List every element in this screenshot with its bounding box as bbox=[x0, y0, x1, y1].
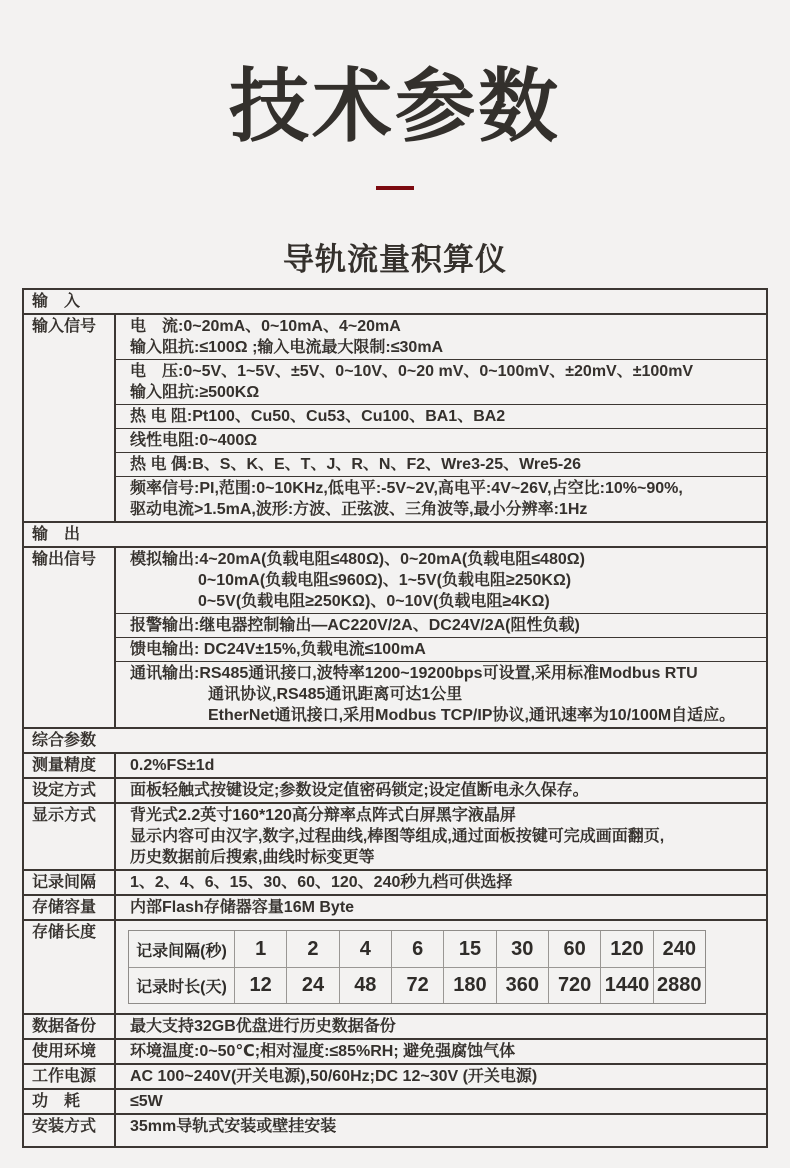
storage-duration-row bbox=[129, 967, 705, 1003]
spec-line: ≤5W bbox=[130, 1093, 163, 1110]
storage-interval-row bbox=[129, 931, 705, 967]
row-data-backup bbox=[24, 1013, 766, 1038]
spec-line: 0.2%FS±1d bbox=[130, 757, 215, 774]
storage-interval-cell: 6 bbox=[392, 931, 444, 967]
subrow-feed-output bbox=[116, 637, 766, 661]
row-value-input-signal bbox=[116, 315, 766, 521]
row-storage-capacity bbox=[24, 894, 766, 919]
spec-line: 输入阻抗:≥500KΩ bbox=[130, 384, 260, 401]
storage-duration-cell: 2880 bbox=[654, 967, 705, 1003]
row-label: 工作电源 bbox=[24, 1065, 116, 1088]
row-label: 存储容量 bbox=[24, 896, 116, 919]
row-storage-length bbox=[24, 919, 766, 1013]
subrow-rtd bbox=[116, 404, 766, 428]
storage-interval-cell: 15 bbox=[444, 931, 496, 967]
storage-duration-cell: 24 bbox=[287, 967, 339, 1003]
product-subtitle: 导轨流量积算仪 bbox=[283, 242, 507, 277]
row-environment bbox=[24, 1038, 766, 1063]
spec-line: 热 电 偶:B、S、K、E、T、J、R、N、F2、Wre3-25、Wre5-26 bbox=[130, 456, 582, 473]
row-measure-accuracy bbox=[24, 752, 766, 777]
subrow-alarm-output bbox=[116, 613, 766, 637]
subrow-current bbox=[116, 315, 766, 359]
subrow-thermocouple bbox=[116, 452, 766, 476]
row-label: 记录间隔 bbox=[24, 871, 116, 894]
spec-line: EtherNet通讯接口,采用Modbus TCP/IP协议,通讯速率为10/100M自适应。 bbox=[208, 707, 736, 724]
storage-duration-cell: 360 bbox=[497, 967, 549, 1003]
spec-line: 环境温度:0~50℃;相对湿度:≤85%RH; 避免强腐蚀气体 bbox=[130, 1043, 516, 1060]
storage-duration-cell: 180 bbox=[444, 967, 496, 1003]
storage-duration-cell: 48 bbox=[340, 967, 392, 1003]
storage-duration-cell: 720 bbox=[549, 967, 601, 1003]
spec-line: 0~10mA(负载电阻≤960Ω)、1~5V(负载电阻≥250KΩ) bbox=[198, 572, 572, 589]
storage-duration-cell: 72 bbox=[392, 967, 444, 1003]
row-value-output-signal bbox=[116, 548, 766, 727]
row-label: 功 耗 bbox=[24, 1090, 116, 1113]
subrow-comm-output bbox=[116, 661, 766, 727]
row-label: 设定方式 bbox=[24, 779, 116, 802]
row-label: 显示方式 bbox=[24, 804, 116, 869]
section-header-input bbox=[24, 290, 766, 313]
row-output-signal bbox=[24, 546, 766, 727]
spec-line: 背光式2.2英寸160*120高分辩率点阵式白屏黑字液晶屏 bbox=[130, 807, 516, 824]
subrow-linear-resistance bbox=[116, 428, 766, 452]
page-title: 技术参数 bbox=[229, 62, 561, 151]
row-label: 使用环境 bbox=[24, 1040, 116, 1063]
spec-line: 最大支持32GB优盘进行历史数据备份 bbox=[130, 1018, 396, 1035]
storage-table bbox=[128, 930, 706, 1004]
row-record-interval bbox=[24, 869, 766, 894]
section-header-general-label: 综合参数 bbox=[32, 732, 97, 749]
row-label: 数据备份 bbox=[24, 1015, 116, 1038]
spec-line: 内部Flash存储器容量16M Byte bbox=[130, 899, 355, 916]
spec-line: 电 流:0~20mA、0~10mA、4~20mA bbox=[130, 318, 401, 335]
subrow-analog-output bbox=[116, 548, 766, 613]
section-header-output-label: 输 出 bbox=[32, 526, 81, 543]
spec-line: 电 压:0~5V、1~5V、±5V、0~10V、0~20 mV、0~100mV、±20mV、±100mV bbox=[130, 363, 694, 380]
row-label-input-signal: 输入信号 bbox=[24, 315, 116, 521]
spec-line: 通讯输出:RS485通讯接口,波特率1200~19200bps可设置,采用标准Modbus RTU bbox=[130, 665, 698, 682]
spec-line: 输入阻抗:≤100Ω ;输入电流最大限制:≤30mA bbox=[130, 339, 444, 356]
spec-line: 馈电输出: DC24V±15%,负载电流≤100mA bbox=[130, 641, 426, 658]
spec-line: 频率信号:PI,范围:0~10KHz,低电平:-5V~2V,高电平:4V~26V,占空比:10%~90%, bbox=[130, 480, 683, 497]
storage-interval-header-cell: 记录间隔(秒) bbox=[129, 931, 235, 967]
row-input-signal bbox=[24, 313, 766, 521]
spec-line: 驱动电流>1.5mA,波形:方波、正弦波、三角波等,最小分辨率:1Hz bbox=[130, 501, 588, 518]
spec-line: 0~5V(负载电阻≥250KΩ)、0~10V(负载电阻≥4KΩ) bbox=[198, 593, 550, 610]
spec-line: 热 电 阻:Pt100、Cu50、Cu53、Cu100、BA1、BA2 bbox=[130, 408, 506, 425]
row-label: 安装方式 bbox=[24, 1115, 116, 1146]
storage-duration-cell: 1440 bbox=[601, 967, 653, 1003]
section-header-input-label: 输 入 bbox=[32, 293, 81, 310]
storage-duration-cell: 12 bbox=[235, 967, 287, 1003]
row-label-storage-length: 存储长度 bbox=[24, 921, 116, 1013]
row-installation bbox=[24, 1113, 766, 1146]
spec-table bbox=[22, 288, 768, 1148]
storage-duration-header-cell: 记录时长(天) bbox=[129, 967, 235, 1003]
storage-interval-cell: 240 bbox=[662, 937, 696, 960]
title-accent-dash bbox=[376, 186, 414, 190]
spec-line: AC 100~240V(开关电源),50/60Hz;DC 12~30V (开关电源) bbox=[130, 1068, 538, 1085]
spec-line: 报警输出:继电器控制输出—AC220V/2A、DC24V/2A(阻性负载) bbox=[130, 617, 580, 634]
spec-line: 显示内容可由汉字,数字,过程曲线,棒图等组成,通过面板按键可完成画面翻页, bbox=[130, 828, 665, 845]
spec-line: 历史数据前后搜索,曲线时标变更等 bbox=[130, 849, 375, 866]
storage-interval-cell: 60 bbox=[549, 931, 601, 967]
spec-line: 35mm导轨式安装或壁挂安装 bbox=[130, 1118, 337, 1135]
section-header-general bbox=[24, 727, 766, 752]
storage-interval-cell: 4 bbox=[340, 931, 392, 967]
storage-interval-cell: 1 bbox=[235, 931, 287, 967]
subrow-voltage bbox=[116, 359, 766, 404]
row-display-method bbox=[24, 802, 766, 869]
row-power-supply bbox=[24, 1063, 766, 1088]
row-label-output-signal: 输出信号 bbox=[24, 548, 116, 727]
row-setting-method bbox=[24, 777, 766, 802]
storage-table-wrapper bbox=[116, 921, 766, 1013]
storage-interval-cell: 30 bbox=[497, 931, 549, 967]
spec-line: 模拟输出:4~20mA(负载电阻≤480Ω)、0~20mA(负载电阻≤480Ω) bbox=[130, 551, 585, 568]
storage-interval-cell: 120 bbox=[601, 931, 653, 967]
subrow-frequency bbox=[116, 476, 766, 521]
row-label: 测量精度 bbox=[24, 754, 116, 777]
spec-line: 线性电阻:0~400Ω bbox=[130, 432, 258, 449]
section-header-output bbox=[24, 521, 766, 546]
storage-interval-cell: 2 bbox=[287, 931, 339, 967]
spec-line: 1、2、4、6、15、30、60、120、240秒九档可供选择 bbox=[130, 874, 513, 891]
row-power-consumption bbox=[24, 1088, 766, 1113]
spec-line: 通讯协议,RS485通讯距离可达1公里 bbox=[208, 686, 463, 703]
spec-line: 面板轻触式按键设定;参数设定值密码锁定;设定值断电永久保存。 bbox=[130, 782, 589, 799]
